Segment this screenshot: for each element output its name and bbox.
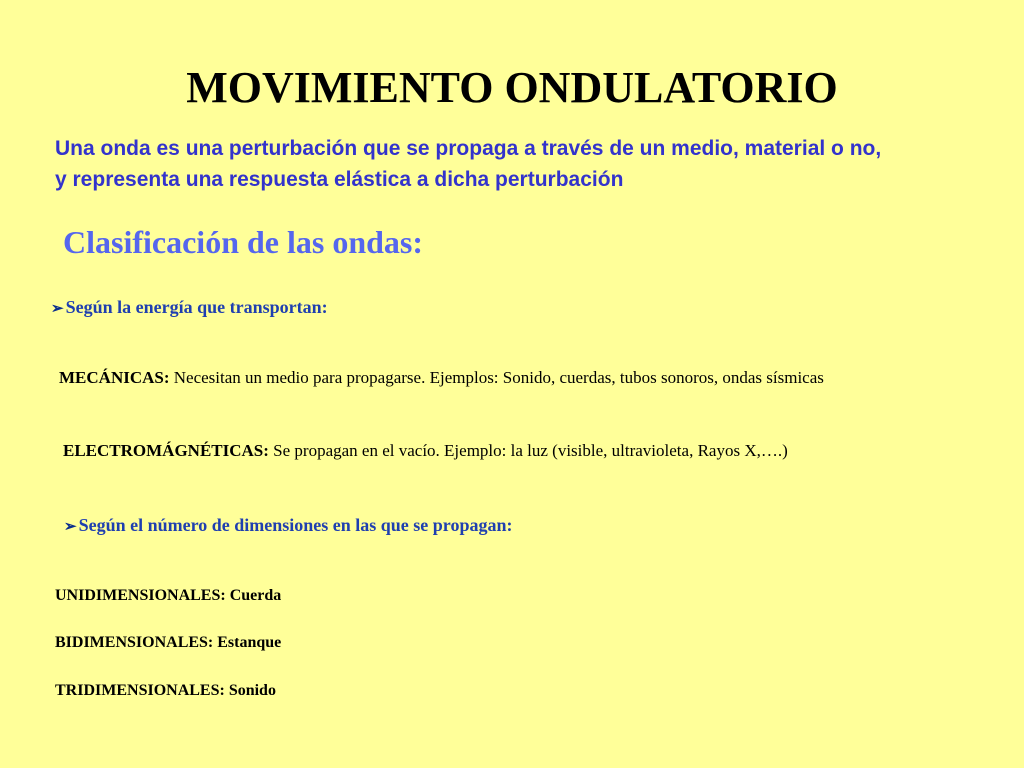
mechanical-waves-line [59,368,824,388]
electromagnetic-waves-line [63,441,788,461]
one-dimensional-line: UNIDIMENSIONALES: Cuerda [55,587,282,604]
classification-heading: Clasificación de las ondas: [63,224,424,260]
arrow-bullet-icon: ➢ [64,519,77,535]
bullet-energy [51,297,328,318]
mechanical-description: Necesitan un medio para propagarse. Ejemplos: Sonido, cuerdas, tubos sonoros, ondas sísmicas [169,368,824,387]
slide-title: MOVIMIENTO ONDULATORIO [186,63,838,112]
bullet-dimensions [64,515,512,536]
intro-line-1: Una onda es una perturbación que se propaga a través de un medio, material o no, [55,137,882,160]
intro-line-2: y representa una respuesta elástica a dicha perturbación [55,168,624,191]
intro-paragraph [55,133,881,195]
mechanical-term: MECÁNICAS: [59,368,170,387]
three-dimensional-line: TRIDIMENSIONALES: Sonido [55,682,276,699]
two-dimensional-line: BIDIMENSIONALES: Estanque [55,634,282,651]
electromagnetic-term: ELECTROMÁGNÉTICAS: [63,441,269,460]
bullet-dimensions-label: Según el número de dimensiones en las que se propagan: [78,515,513,535]
electromagnetic-description: Se propagan en el vacío. Ejemplo: la luz (visible, ultravioleta, Rayos X,….) [268,441,788,460]
bullet-energy-label: Según la energía que transportan: [65,297,328,317]
arrow-bullet-icon: ➢ [51,301,64,317]
